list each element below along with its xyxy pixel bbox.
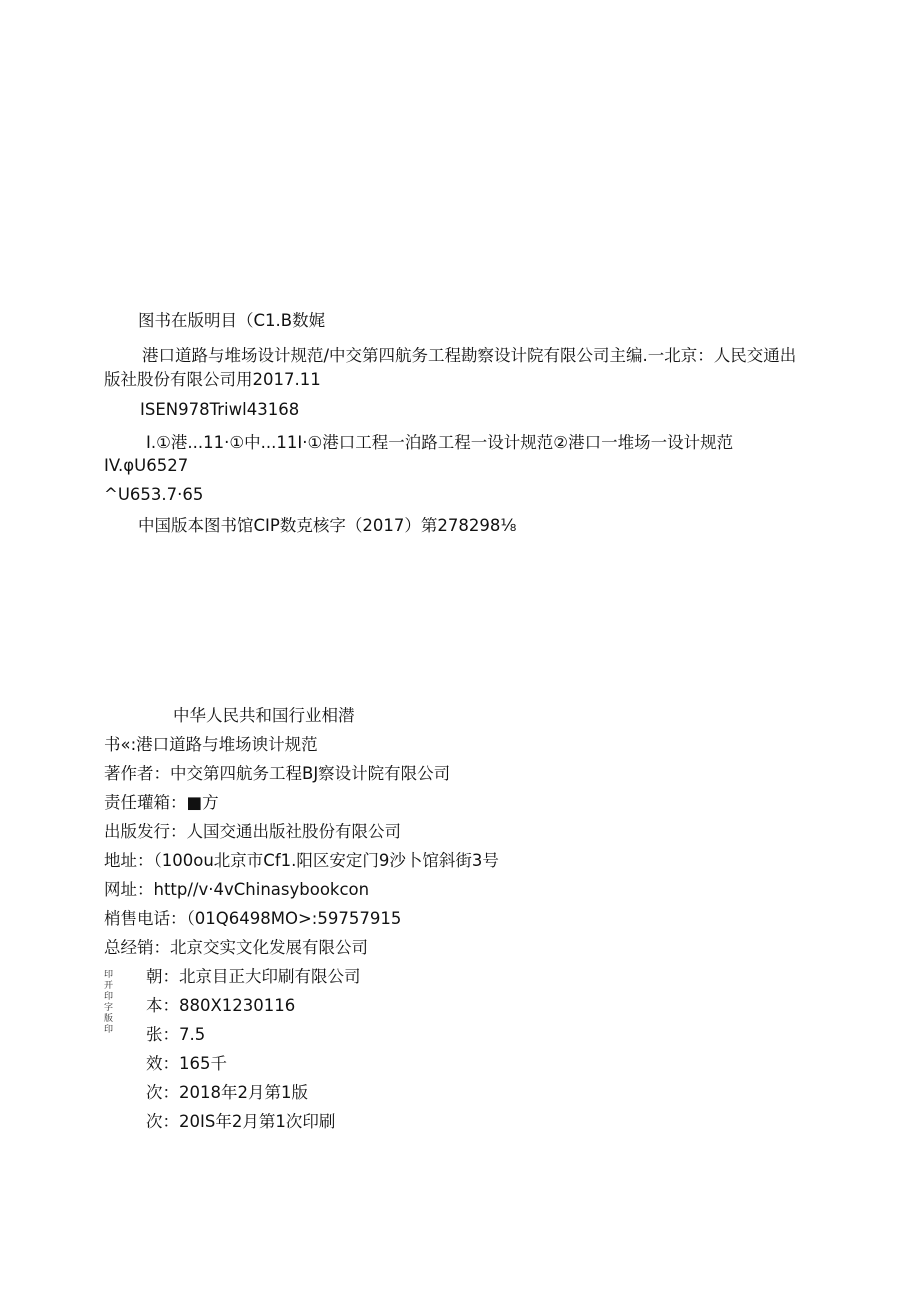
distributor-line: 总经销：北京交实文化发展有限公司 [104,938,368,957]
book-name: 书«:港口道路与堆场谀计规范 [104,735,318,754]
vertical-labels: 印开印字版印 [104,970,114,1035]
editor-line: 责任瓘箱：■方 [104,793,219,812]
cip-entry-line-1: 港口道路与堆场设计规范/中交第四航务工程勘察设计院有限公司主编.一北京：人民交通出 [142,346,797,365]
printer-line: 朝：北京目正大印刷有限公司 [146,967,361,986]
sales-phone-line: 梢售电话：（01Q6498MO>:59757915 [104,909,402,928]
sheets-line: 张：7.5 [146,1025,206,1044]
cip-record-number: 中国版本图书馆CIP数克核字（2017）第278298⅛ [138,516,517,535]
format-line: 本：880X1230116 [146,996,296,1015]
website-line: 网址：http//v·4vChinasybookcon [104,880,370,899]
edition-line: 次：2018年2月第1版 [146,1083,308,1102]
publisher-line: 出版发行：人国交通出版社股份有限公司 [104,822,401,841]
words-line: 效：165千 [146,1054,227,1073]
cip-subject-line-1: I.①港...11·①中...11I·①港口工程一泊路工程一设计规范②港口一堆场一设计规范 [146,433,734,452]
cip-class-number: ^U653.7·65 [104,485,204,504]
address-line: 地址：（100ou北京市Cf1.阳区安定门9沙卜馆斜街3号 [104,851,499,870]
standard-title: 中华人民共和国行业相潜 [173,706,355,725]
author-line: 著作者：中交第四航务工程BJ察设计院有限公司 [104,764,451,783]
cip-entry-line-2: 版社股份有限公司用2017.11 [104,370,321,389]
cip-isbn: ISEN978Triwl43168 [140,400,300,419]
cip-heading: 图书在版明目（C1.B数娓 [138,311,326,330]
printing-line: 次：20IS年2月第1次印刷 [146,1112,336,1131]
cip-subject-line-2: IV.φU6527 [104,456,189,475]
